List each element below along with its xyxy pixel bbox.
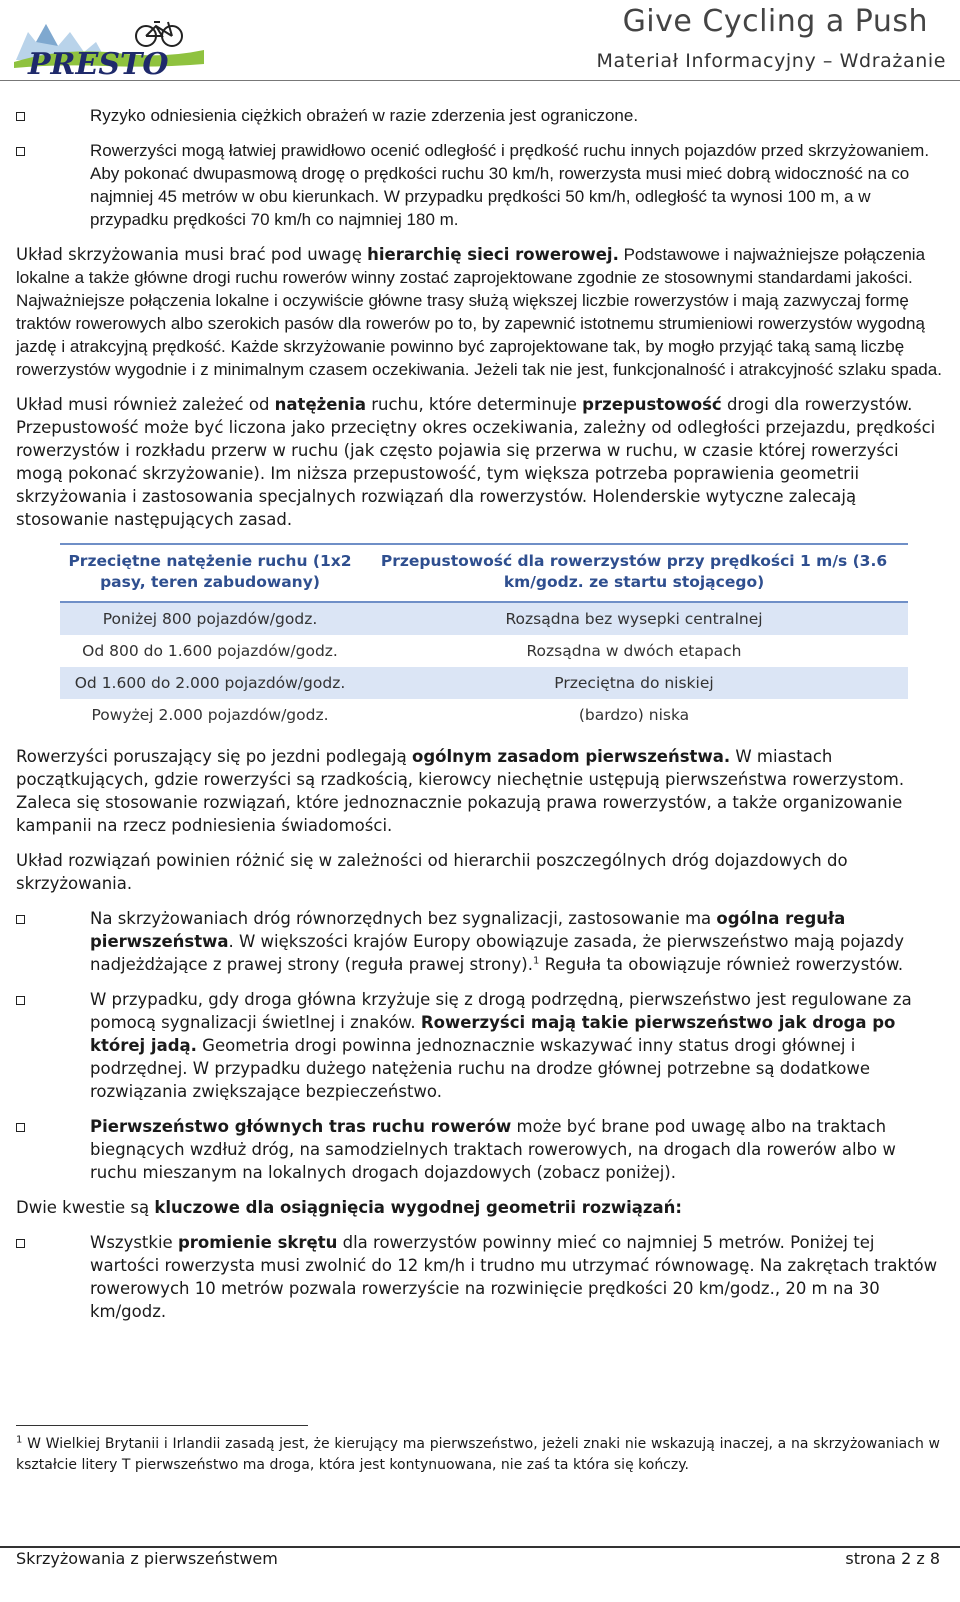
- bullet-item: Wszystkie promienie skrętu dla rowerzystów powinny mieć co najmniej 5 metrów. Poniżej tej wartości rowerzysta musi zwolnić do 12 km/h i trudno mu utrzymać równowagę. Na zakrętach traktów rowerowych 10 metrów pozwala rowerzyście na rozwinięcie prędkości 20 km/godz., 20 m na 30 km/godz.: [16, 1231, 944, 1323]
- square-bullet-icon: [16, 147, 25, 156]
- main-content: [16, 104, 944, 1335]
- header-rule: [0, 80, 960, 81]
- square-bullet-icon: [16, 915, 25, 924]
- bullet-item: Rowerzyści mogą łatwiej prawidłowo ocenić odległość i prędkość ruchu innych pojazdów przed skrzyżowaniem. Aby pokonać dwupasmową drogę o prędkości ruchu 30 km/h, rowerzysta musi mieć dobrą widoczność na co najmniej 45 metrów w obu kierunkach. W przypadku prędkości 50 km/h, odległość ta wynosi 100 m, a w przypadku prędkości 70 km/h co najmniej 180 m.: [16, 139, 944, 231]
- paragraph-hierarchy: Układ skrzyżowania musi brać pod uwagę hierarchię sieci rowerowej. Podstawowe i najważniejsze połączenia lokalne a także główne drogi ruchu rowerów winny zostać zaprojektowane zgodnie ze stosownymi standardami jakości. Najważniejsze połączenia lokalne i oczywiście główne trasy służą większej liczbie rowerzystów i mają zazwyczaj formę traktów rowerowych albo szerokich pasów dla rowerów po to, by zapewnić istotnemu strumieniowi rowerzystów wygodną jazdę i atrakcyjną prędkość. Każde skrzyżowanie powinno być zaprojektowane tak, by mogło przyjąć taką samą liczbę rowerzystów wygodnie i z minimalnym czasem oczekiwania. Jeżeli tak nie jest, funkcjonalność i atrakcyjność szlaku spada.: [16, 245, 942, 379]
- paragraph-priority: Rowerzyści poruszający się po jezdni podlegają ogólnym zasadom pierwszeństwa. W miastach początkujących, gdzie rowerzyści są rzadkością, kierowcy niechętnie ustępują pierwszeństwa rowerzystom. Zaleca się stosowanie rozwiązań, które jednoznacznie pokazują prawa rowerzystów, a także organizowanie kampanii na rzecz podniesienia świadomości.: [16, 747, 905, 835]
- footnote-rule: [16, 1425, 308, 1426]
- presto-logo: [6, 2, 206, 78]
- svg-text:PRESTO: PRESTO: [28, 47, 169, 78]
- table-header: Przeciętne natężenie ruchu (1x2 pasy, teren zabudowany): [60, 544, 360, 602]
- table-header: Przepustowość dla rowerzystów przy prędkości 1 m/s (3.6 km/godz. ze startu stojącego): [360, 544, 908, 602]
- footer-rule: [0, 1546, 960, 1548]
- footnote: $^1$ W Wielkiej Brytanii i Irlandii zasadą jest, że kierujący ma pierwszeństwo, jeżeli znaki nie wskazują inaczej, a na skrzyżowaniach w kształcie litery T pierwszeństwo ma droga, która jest kontynuowana, nie zaś ta która się kończy.: [16, 1434, 940, 1473]
- square-bullet-icon: [16, 1123, 25, 1132]
- paragraph-key-issues: Dwie kwestie są kluczowe dla osiągnięcia wygodnej geometrii rozwiązań:: [16, 1198, 682, 1217]
- document-subtitle: Materiał Informacyjny – Wdrażanie: [596, 50, 946, 72]
- square-bullet-icon: [16, 1239, 25, 1248]
- page-header: [0, 0, 960, 82]
- paragraph-layout: Układ rozwiązań powinien różnić się w zależności od hierarchii poszczególnych dróg dojazdowych do skrzyżowania.: [16, 851, 848, 893]
- table-row: Powyżej 2.000 pojazdów/godz. (bardzo) niska: [91, 705, 690, 724]
- document-title: Give Cycling a Push: [622, 4, 928, 39]
- capacity-table: [60, 543, 908, 731]
- bullet-item: Ryzyko odniesienia ciężkich obrażeń w razie zderzenia jest ograniczone.: [16, 104, 944, 127]
- square-bullet-icon: [16, 996, 25, 1005]
- bullet-item: Pierwszeństwo głównych tras ruchu rowerów może być brane pod uwagę albo na traktach biegnących wzdłuż dróg, na samodzielnych traktach rowerowych, na drogach dla rowerów albo w ruchu mieszanym na lokalnych drogach dojazdowych (zobacz poniżej).: [16, 1115, 944, 1184]
- footer-section-title: Skrzyżowania z pierwszeństwem: [16, 1549, 278, 1568]
- bullet-item: W przypadku, gdy droga główna krzyżuje się z drogą podrzędną, pierwszeństwo jest regulowane za pomocą sygnalizacji świetlnej i znaków. Rowerzyści mają takie pierwszeństwo jak droga po której jadą. Geometria drogi powinna jednoznacznie wskazywać inny status drogi głównej i podrzędnej. W przypadku dużego natężenia ruchu na drodze głównej potrzebne są dodatkowe rozwiązania zwiększające bezpieczeństwo.: [16, 988, 944, 1103]
- paragraph-capacity: Układ musi również zależeć od natężenia ruchu, które determinuje przepustowość drogi dla rowerzystów. Przepustowość może być liczona jako przeciętny okres oczekiwania, zależny od odległości przejazdu, prędkości rowerzystów i rozkładu przerw w ruchu (jak często pojawia się przerwa w ruchu, w czasie której rowerzyści mogą pokonać skrzyżowanie). Im niższa przepustowość, tym większa potrzeba poprawienia geometrii skrzyżowania i zastosowania specjalnych rozwiązań dla rowerzystów. Holenderskie wytyczne zalecają stosowanie następujących zasad.: [16, 395, 936, 529]
- square-bullet-icon: [16, 112, 25, 121]
- page-number: strona 2 z 8: [845, 1549, 940, 1568]
- bullet-item: Na skrzyżowaniach dróg równorzędnych bez sygnalizacji, zastosowanie ma ogólna reguła pierwszeństwa. W większości krajów Europy obowiązuje zasada, że pierwszeństwo mają pojazdy nadjeżdżające z prawej strony (reguła prawej strony).$^1$ Reguła ta obowiązuje również rowerzystów.: [16, 907, 944, 976]
- page-footer: [0, 1546, 960, 1602]
- table-row: Poniżej 800 pojazdów/godz. Rozsądna bez wysepki centralnej: [60, 602, 908, 635]
- table-row: Od 1.600 do 2.000 pojazdów/godz. Przeciętna do niskiej: [60, 667, 908, 699]
- footnote-reference: 1: [532, 955, 540, 967]
- table-row: Od 800 do 1.600 pojazdów/godz. Rozsądna w dwóch etapach: [82, 641, 742, 660]
